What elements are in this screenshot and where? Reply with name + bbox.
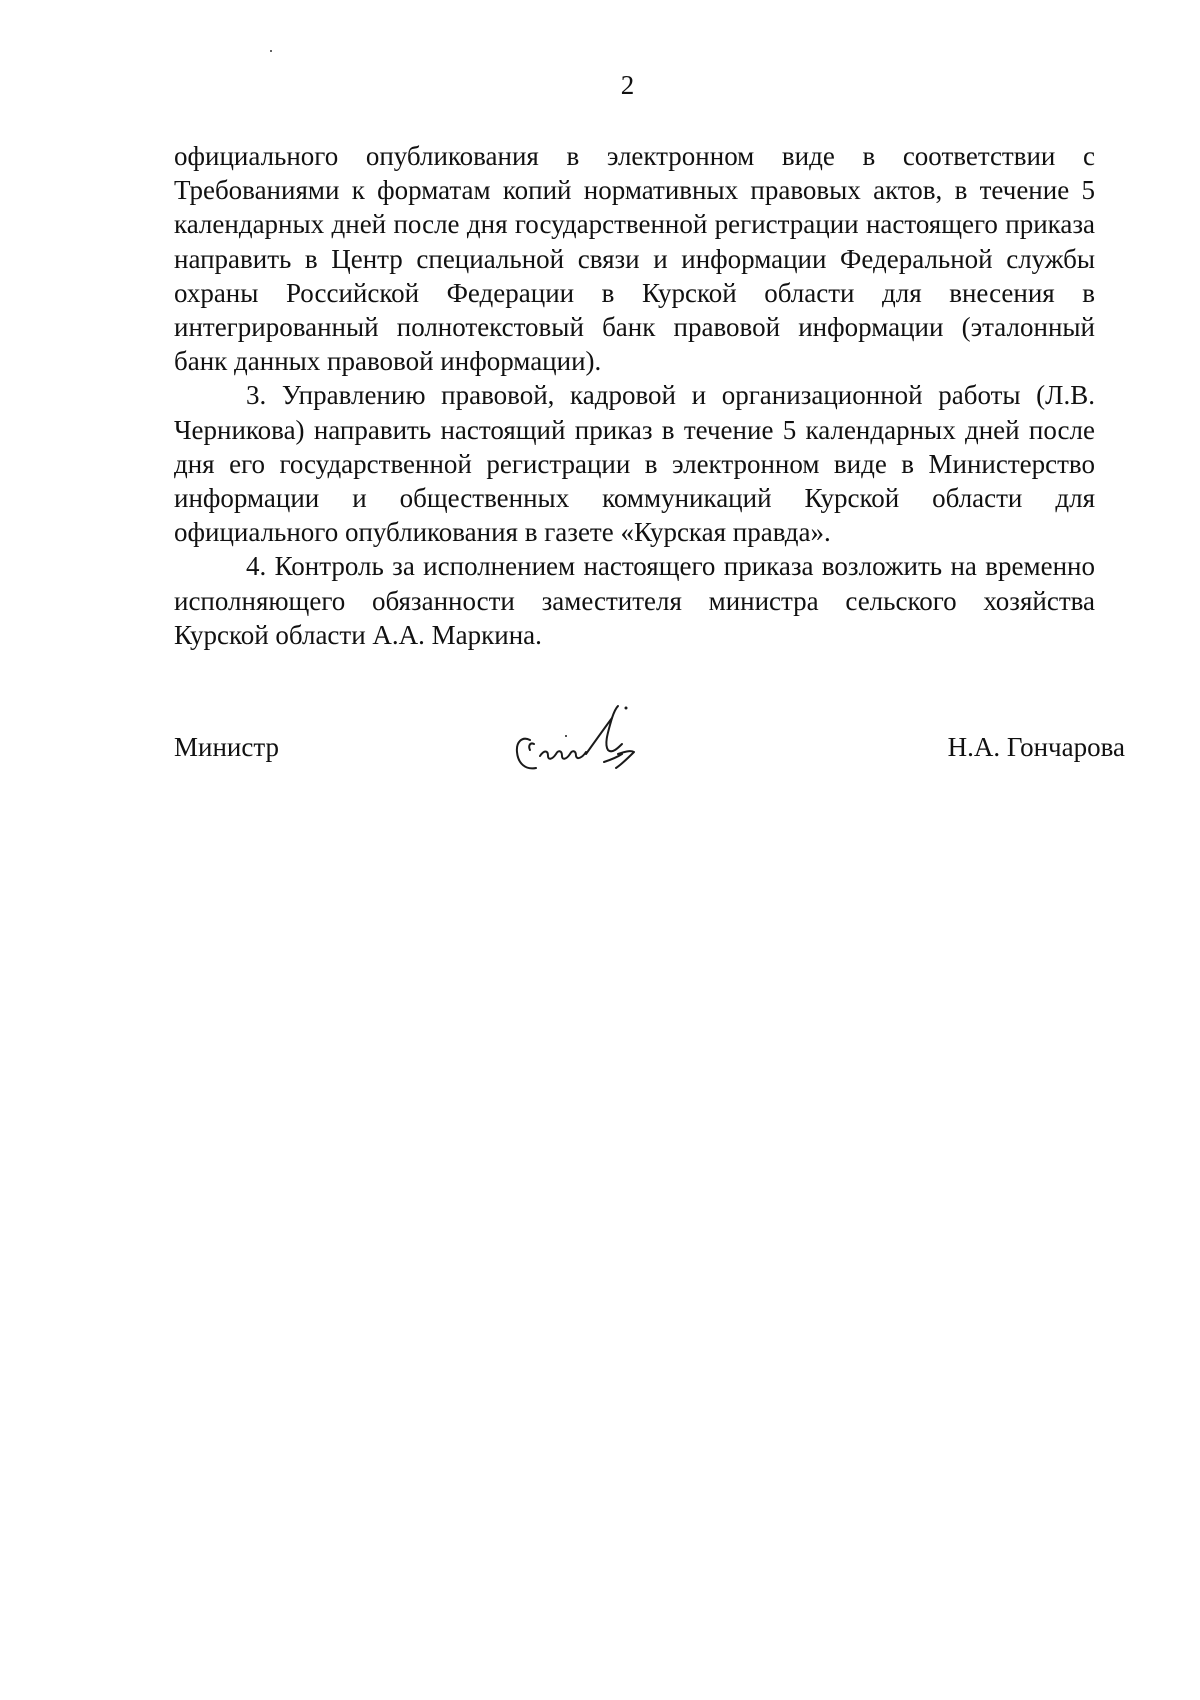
signature-block [174, 722, 1125, 782]
paragraph-continuation: официального опубликования в электронном виде в соответствии с Требованиями к форматам копий нормативных правовых актов, в течение 5 календарных дней после дня государственной регистрации настоящего приказа направить в Центр специальной связи и информации Федеральной службы охраны Российской Федерации в Курской области для внесения в интегрированный полнотекстовый банк правовой информации (эталонный банк данных правовой информации). [174, 141, 1095, 377]
signatory-name: Н.А. Гончарова [947, 732, 1125, 762]
document-body [174, 139, 1095, 652]
handwritten-signature [500, 692, 670, 782]
signatory-title: Министр [174, 732, 279, 762]
paragraph-item-3: 3. Управлению правовой, кадровой и организационной работы (Л.В. Черникова) направить настоящий приказ в течение 5 календарных дней после дня его государственной регистрации в электронном виде в Министерство информации и общественных коммуникаций Курской области для официального опубликования в газете «Курская правда». [174, 380, 1095, 548]
page-number: 2 [620, 70, 635, 100]
scan-speck [270, 50, 272, 52]
paragraph-item-4: 4. Контроль за исполнением настоящего приказа возложить на временно исполняющего обязанности заместителя министра сельского хозяйства Курской области А.А. Маркина. [174, 551, 1095, 650]
